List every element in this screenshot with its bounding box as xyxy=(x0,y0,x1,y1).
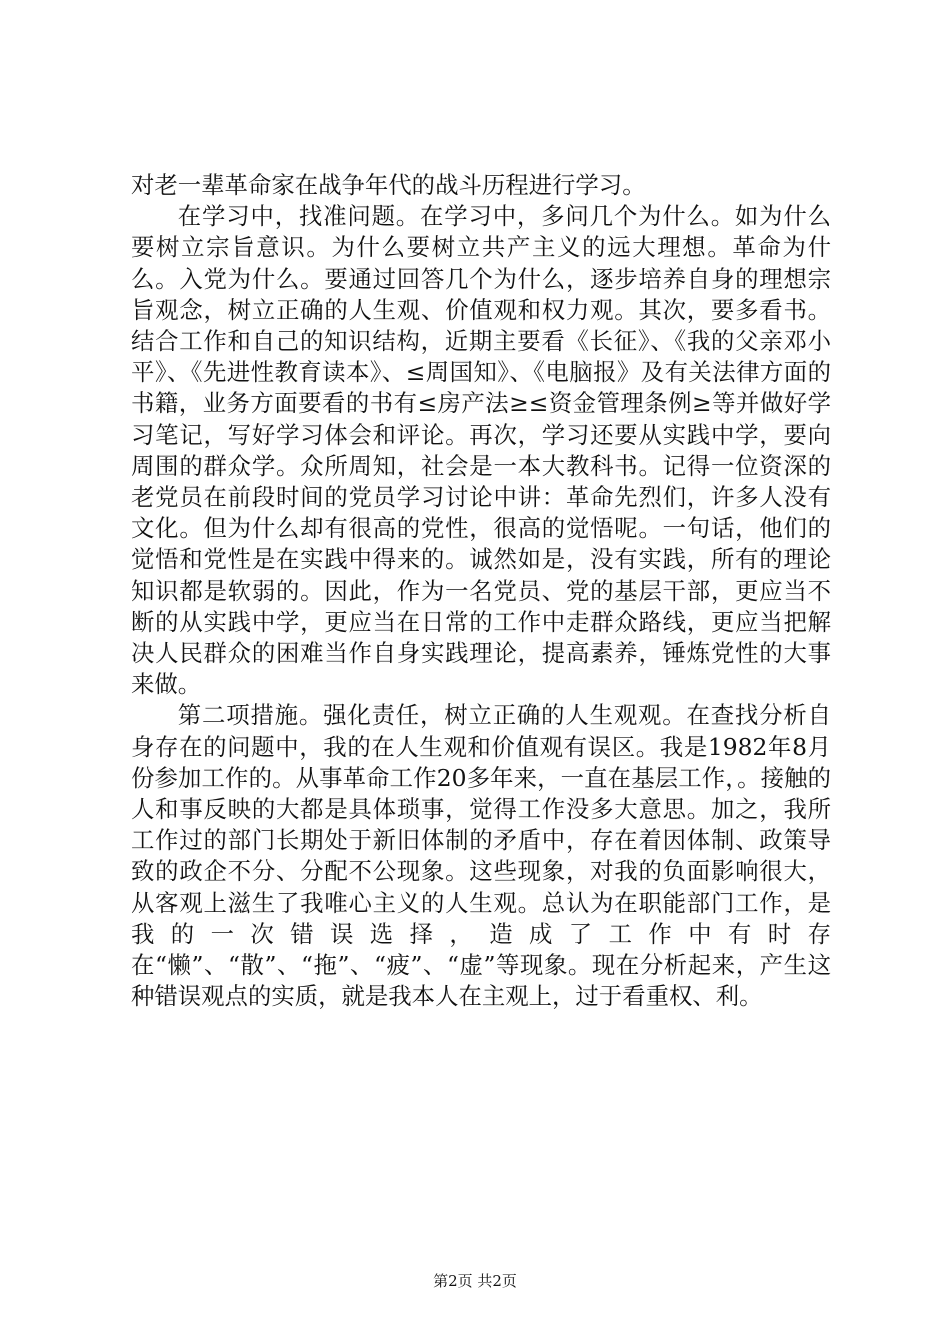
paragraph: 在学习中，找准问题。在学习中，多问几个为什么。如为什么要树立宗旨意识。为什么要树立共产主义的远大理想。革命为什么。入党为什么。要通过回答几个为什么，逐步培养自身的理想宗旨观念，树立正确的人生观、价值观和权力观。其次，要多看书。结合工作和自己的知识结构，近期主要看《长征》、《我的父亲邓小平》、《先进性教育读本》、≤周国知》、《电脑报》及有关法律方面的书籍，业务方面要看的书有≤房产法≥≤资金管理条例≥等并做好学习笔记，写好学习体会和评论。再次，学习还要从实践中学，要向周围的群众学。众所周知，社会是一本大教科书。记得一位资深的老党员在前段时间的党员学习讨论中讲：革命先烈们，许多人没有文化。但为什么却有很高的党性，很高的觉悟呢。一句话，他们的觉悟和党性是在实践中得来的。诚然如是，没有实践，所有的理论知识都是软弱的。因此，作为一名党员、党的基层干部，更应当不断的从实践中学，更应当在日常的工作中走群众路线，更应当把解决人民群众的困难当作自身实践理论，提高素养，锤炼党性的大事来做。 xyxy=(131,202,831,699)
paragraph: 第二项措施。强化责任，树立正确的人生观观。在查找分析自身存在的问题中，我的在人生观和价值观有误区。我是1982年8月份参加工作的。从事革命工作20多年来，一直在基层工作，。接触的人和事反映的大都是具体琐事，觉得工作没多大意思。加之，我所工作过的部门长期处于新旧体制的矛盾中，存在着因体制、政策导致的政企不分、分配不公现象。这些现象，对我的负面影响很大，从客观上滋生了我唯心主义的人生观。总认为在职能部门工作，是我的一次错误选择，造成了工作中有时存在“懒”、“散”、“拖”、“疲”、“虚”等现象。现在分析起来，产生这种错误观点的实质，就是我本人在主观上，过于看重权、利。 xyxy=(131,701,831,1011)
page-number-footer: 第2页 共2页 xyxy=(433,1272,517,1290)
document-body xyxy=(131,170,831,1012)
paragraph: 对老一辈革命家在战争年代的战斗历程进行学习。 xyxy=(131,171,646,199)
